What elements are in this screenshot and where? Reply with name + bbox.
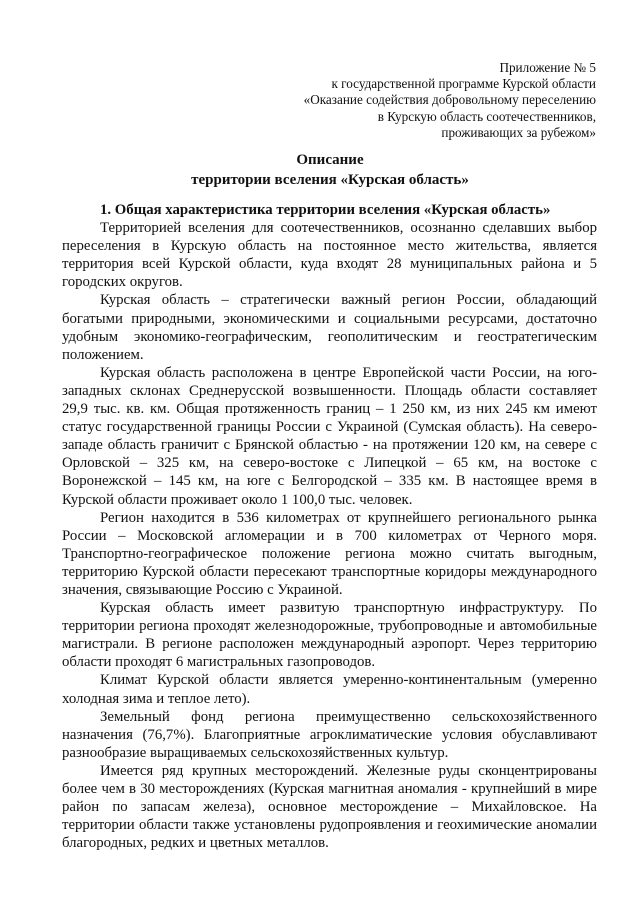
appendix-program-name-line-3: проживающих за рубежом» (441, 124, 596, 140)
paragraph-climate: Климат Курской области является умеренно-континентальным (умеренно холодная зима и теплое лето). (62, 672, 597, 707)
title-line-2: территории вселения «Курская область» (191, 172, 469, 188)
paragraph-deposits: Имеется ряд крупных месторождений. Железные руды сконцентрированы более чем в 30 месторождениях (Курская магнитная аномалия - крупнейший в мире район по запасам железа), основное месторождение – Михайловское. На территории области также установлены рудопроявления и геохимические аномалии благородных, редких и цветных металлов. (62, 762, 597, 852)
section-heading: 1. Общая характеристика территории вселения «Курская область» (100, 202, 551, 218)
document-title (60, 150, 600, 190)
paragraph-territory: Территорией вселения для соотечественников, осознанно сделавших выбор переселения в Курскую область на постоянное место жительства, является территория всей Курской области, куда входят 28 муниципальных района и 5 городских округов. (62, 220, 597, 291)
appendix-program-name-line-2: в Курскую область соотечественников, (377, 108, 596, 124)
paragraph-transport-position: Регион находится в 536 километрах от крупнейшего регионального рынка России – Московской агломерации и в 700 километрах от Черного моря. Транспортно-географическое положение региона можно считать выгодным, территорию Курской области пересекают транспортные коридоры международного значения, связывающие Россию с Украиной. (62, 509, 597, 598)
document-body (62, 201, 597, 852)
paragraph-location: Курская область расположена в центре Европейской части России, на юго-западных склонах Среднерусской возвышенности. Площадь области составляет 29,9 тыс. кв. км. Общая протяженность границ – 1 250 км, из них 245 км имеют статус государственной границы России с Украиной (Сумская область). На северо-западе область граничит с Брянской областью - на протяжении 120 км, на севере с Орловской – 325 км, на северо-востоке с Липецкой – 65 км, на востоке с Воронежской – 145 км, на юге с Белгородской – 335 км. В настоящее время в Курской области проживает около 1 100,0 тыс. человек. (62, 364, 597, 508)
appendix-number: Приложение № 5 (499, 60, 596, 75)
paragraph-land: Земельный фонд региона преимущественно сельскохозяйственного назначения (76,7%). Благоприятные агроклиматические условия обуславливают разнообразие выращиваемых сельскохозяйственных культур. (62, 708, 597, 761)
appendix-program-name-line-1: «Оказание содействия добровольному переселению (303, 92, 596, 108)
appendix-header (276, 60, 596, 141)
paragraph-strategic: Курская область – стратегически важный регион России, обладающий богатыми природными, экономическими и социальными ресурсами, достаточно удобным экономико-географическим, геополитическим и геостратегическим положением. (62, 292, 597, 363)
paragraph-infrastructure: Курская область имеет развитую транспортную инфраструктуру. По территории региона проходят железнодорожные, трубопроводные и автомобильные магистрали. В регионе расположен международный аэропорт. Через территорию области проходят 6 магистральных газопроводов. (62, 600, 597, 671)
title-line-1: Описание (296, 152, 364, 168)
appendix-program-line: к государственной программе Курской области (331, 76, 596, 92)
